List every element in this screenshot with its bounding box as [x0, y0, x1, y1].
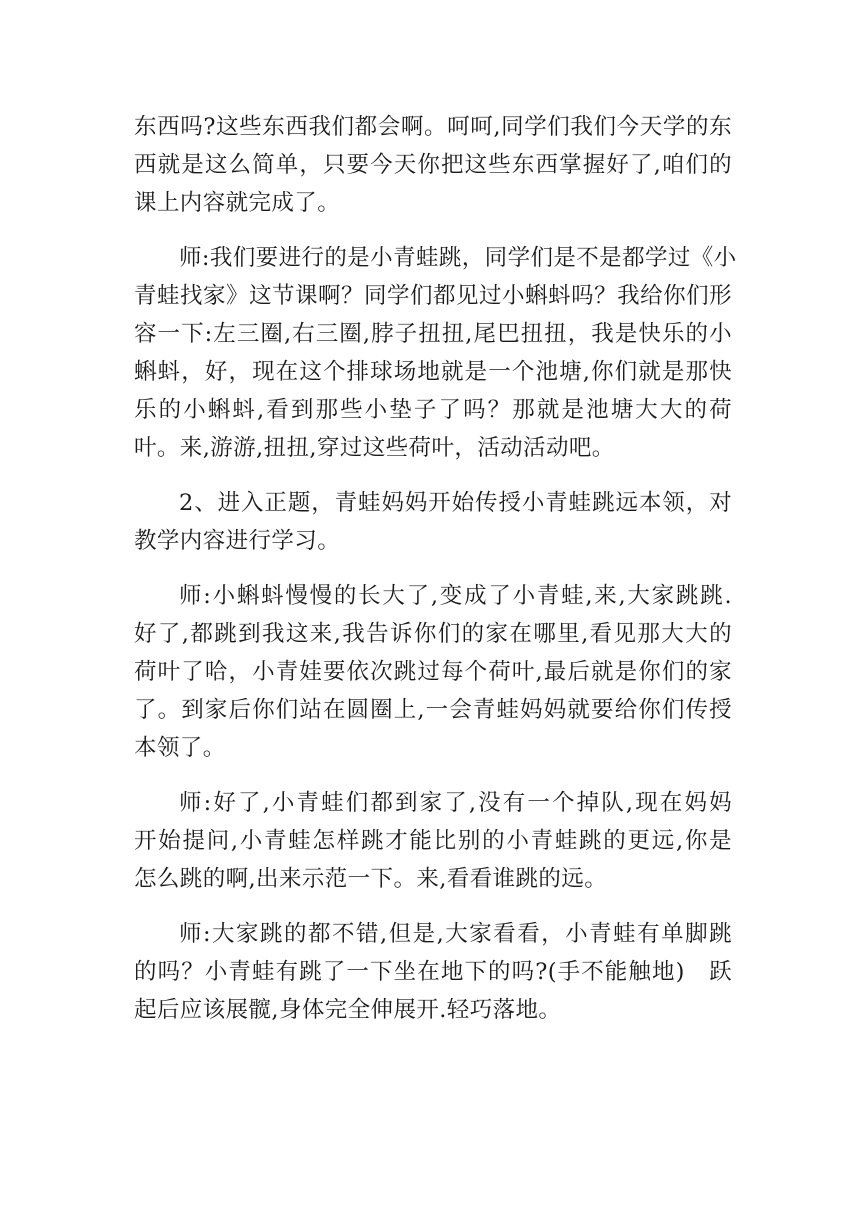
paragraph-2 [134, 239, 737, 467]
paragraph-4 [134, 577, 732, 767]
document-body [134, 108, 737, 1046]
text-line: 的吗？小青蛙有跳了一下坐在地下的吗?(手不能触地) 跃 [134, 959, 732, 985]
text-line: 东西吗?这些东西我们都会啊。呵呵,同学们我们今天学的东 [134, 114, 732, 140]
text-line: 起后应该展髋,身体完全伸展开.轻巧落地。 [134, 997, 562, 1023]
text-line: 师:小蝌蚪慢慢的长大了,变成了小青蛙,来,大家跳跳. [179, 583, 732, 609]
text-line: 师:大家跳的都不错,但是,大家看看，小青蛙有单脚跳 [179, 921, 732, 947]
paragraph-5 [134, 784, 732, 898]
text-line: 好了,都跳到我这来,我告诉你们的家在哪里,看见那大大的 [134, 621, 732, 647]
text-line: 西就是这么简单，只要今天你把这些东西掌握好了,咱们的 [134, 152, 732, 178]
paragraph-6 [134, 915, 732, 1029]
paragraph-3 [134, 484, 732, 560]
paragraph-1 [134, 108, 732, 222]
text-line: 课上内容就完成了。 [134, 190, 341, 216]
text-line: 本领了。 [134, 735, 226, 761]
text-line: 叶。来,游游,扭扭,穿过这些荷叶，活动活动吧。 [134, 435, 615, 461]
text-line: 荷叶了哈，小青娃要依次跳过每个荷叶,最后就是你们的家 [134, 659, 732, 685]
text-line: 了。到家后你们站在圆圈上,一会青蛙妈妈就要给你们传授 [134, 697, 732, 723]
text-line: 师:好了,小青蛙们都到家了,没有一个掉队,现在妈妈 [179, 790, 732, 816]
text-line: 青蛙找家》这节课啊？同学们都见过小蝌蚪吗？我给你们形 [134, 283, 732, 309]
text-line: 蝌蚪，好，现在这个排球场地就是一个池塘,你们就是那快 [134, 359, 732, 385]
text-line: 怎么跳的啊,出来示范一下。来,看看谁跳的远。 [134, 866, 608, 892]
text-line: 2、进入正题，青蛙妈妈开始传授小青蛙跳远本领，对 [179, 490, 732, 516]
text-line: 容一下:左三圈,右三圈,脖子扭扭,尾巴扭扭，我是快乐的小 [134, 321, 732, 347]
text-line: 开始提问,小青蛙怎样跳才能比别的小青蛙跳的更远,你是 [134, 828, 732, 854]
text-line: 教学内容进行学习。 [134, 528, 341, 554]
text-line: 乐的小蝌蚪,看到那些小垫子了吗？那就是池塘大大的荷 [134, 397, 732, 423]
text-line: 师:我们要进行的是小青蛙跳，同学们是不是都学过《小 [179, 245, 737, 271]
